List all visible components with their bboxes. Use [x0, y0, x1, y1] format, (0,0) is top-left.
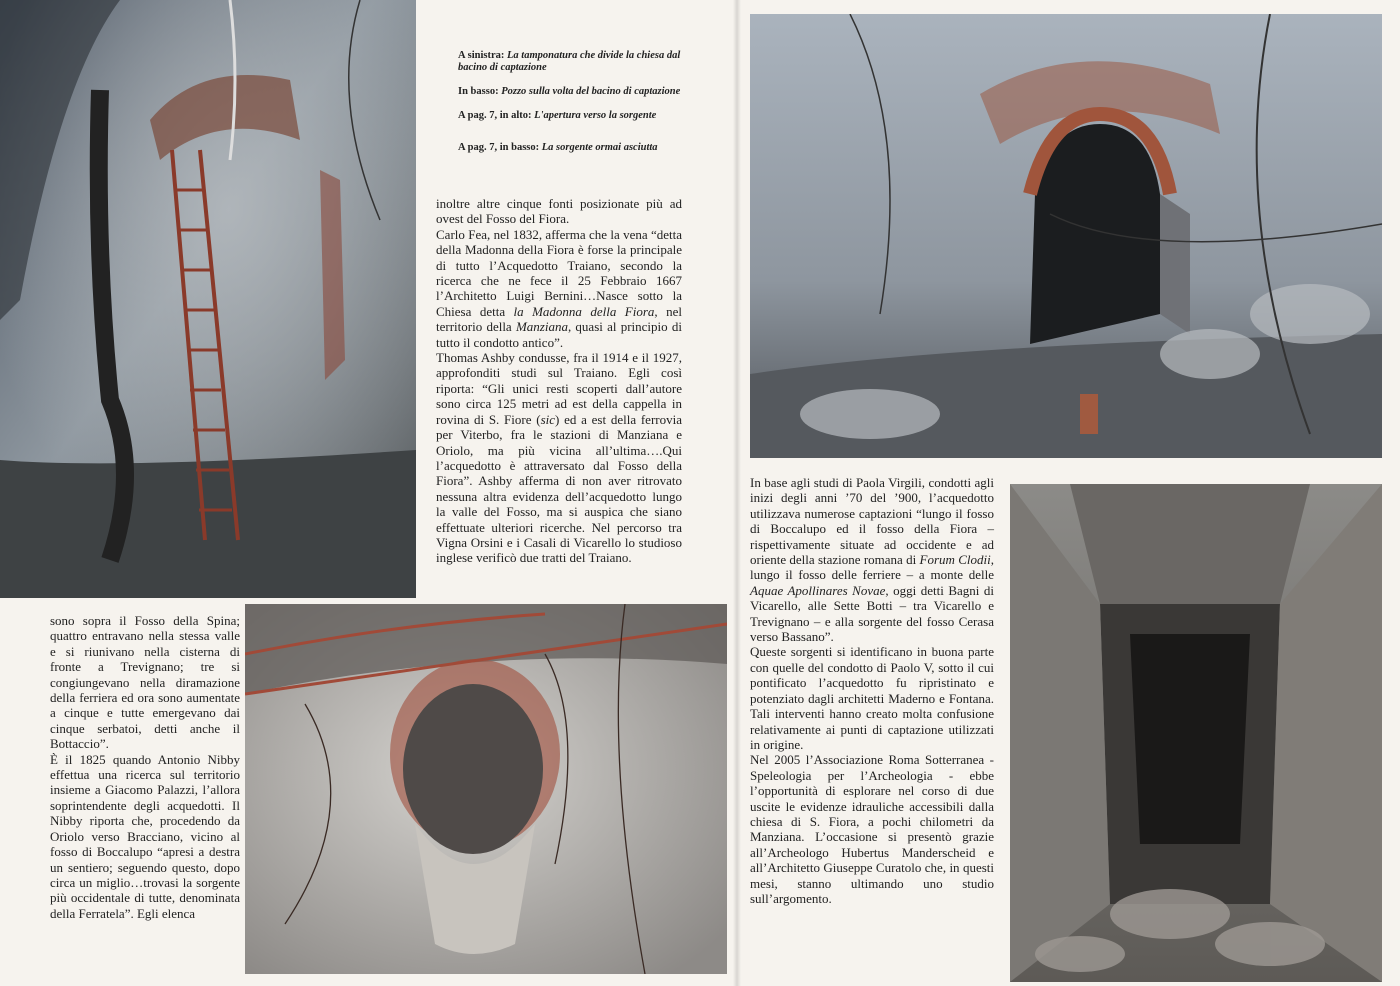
- page-fold: [733, 0, 741, 986]
- text-column-bottom-left: [50, 613, 240, 921]
- caption-page7-bottom: A pag. 7, in basso: La sorgente ormai asciutta: [458, 142, 658, 153]
- paragraph: In base agli studi di Paola Virgili, condotti agli inizi degli anni ’70 del ’900, l’acquedotto utilizzava numerose captazioni “lungo il fosso di Boccalupo ed il fosso della Fiora – rispettivamente situate ad occidente e ad oriente della stazione romana di Forum Clodii, lungo il fosso delle ferriere – a monte delle Aquae Apollinares Novae, oggi detti Bagni di Vicarello, alle Sette Botti – tra Vicarello e Trevignano – e alla sorgente del fosso Cerasa verso Bassano”.: [750, 475, 994, 645]
- paragraph: Carlo Fea, nel 1832, afferma che la vena “detta della Madonna della Fiora è forse la principale di tutto l’Acquedotto Traiano, secondo la ricerca che ne fece il 25 Febbraio 1667 l’Architetto Luigi Bernini…Nasce sotto la Chiesa detta la Madonna della Fiora, nel territorio della Manziana, quasi al principio di tutto il condotto antico”.: [436, 226, 682, 350]
- photo-dry-spring-tunnel: [1010, 484, 1382, 982]
- text-column-bottom-right: [750, 475, 994, 906]
- text-column-top-middle: [436, 196, 682, 566]
- photo-captions: [458, 50, 688, 166]
- caption-page7-top: A pag. 7, in alto: L'apertura verso la sorgente: [458, 110, 657, 121]
- caption-below: In basso: Pozzo sulla volta del bacino di captazione: [458, 86, 681, 97]
- photo-arch-opening: [750, 14, 1382, 458]
- paragraph: È il 1825 quando Antonio Nibby effettua una ricerca sul territorio insieme a Giacomo Palazzi, l’allora soprintendente degli acquedotti. Il Nibby riporta che, procedendo da Oriolo verso Bracciano, vicino al fosso di Boccalupo “apresi a destra un sentiero; seguendo questo, dopo circa un miglio…trovasi la sorgente più occidentale di tutte, denominata della Ferratela”. Egli elenca: [50, 751, 240, 921]
- paragraph: sono sopra il Fosso della Spina; quattro entravano nella stessa valle e si riunivano nella cisterna di fronte a Trevignano; tre si congiungevano nella diramazione della ferriera ed ora sono aumentate a cinque e tutte emergevano dai cinque serbatoi, detti anche il Bottaccio”.: [50, 613, 240, 752]
- paragraph: inoltre altre cinque fonti posizionate più ad ovest del Fosso del Fiora.: [436, 196, 682, 227]
- caption-left: A sinistra: La tamponatura che divide la chiesa dal bacino di captazione: [458, 50, 681, 73]
- paragraph: Queste sorgenti si identificano in buona parte con quelle del condotto di Paolo V, sotto il cui pontificato l’acquedotto fu ripristinato e potenziato dagli architetti Maderno e Fontana. Tali interventi hanno creato molta confusione relativamente ai punti di captazione utilizzati in origine.: [750, 644, 994, 752]
- photo-well-on-vault: [245, 604, 727, 974]
- paragraph: Nel 2005 l’Associazione Roma Sotterranea - Speleologia per l’Archeologia - ebbe l’opportunità di esplorare nel corso di due uscite le evidenze idrauliche accessibili dalla chiesa di S. Fiora, a pochi chilometri da Manziana. L’occasione si presentò grazie all’Archeologo Hubertus Manderscheid e all’Architetto Giuseppe Curatolo che, in questi mesi, stanno ultimando uno studio sull’argomento.: [750, 752, 994, 906]
- paragraph: Thomas Ashby condusse, fra il 1914 e il 1927, approfonditi studi sul Traiano. Egli così riporta: “Gli unici resti scoperti dall’autore sono circa 125 metri ad est della cappella in rovina di S. Fiore (sic) ed a est della ferrovia per Viterbo, fra le stazioni di Manziana e Oriolo, ma più vicina all’ultima….Qui l’acquedotto è attraversato dal Fosso della Fiora”. Ashby afferma di non aver ritrovato nessuna altra evidenza dell’acquedotto lungo la valle del Fosso, ma si auspica che siano effettuate ulteriori ricerche. Nel percorso tra Vigna Orsini e i Casali di Vicarello lo studioso inglese verificò due tratti del Traiano.: [436, 350, 682, 566]
- photo-wall-with-ladder: [0, 0, 416, 598]
